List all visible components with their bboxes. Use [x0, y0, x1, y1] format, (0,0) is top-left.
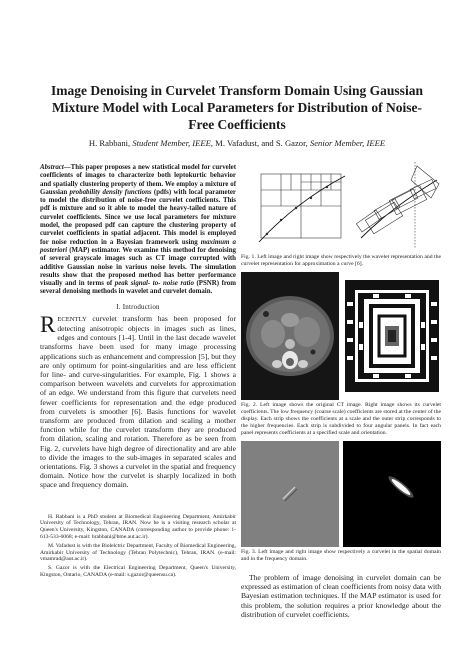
author-affiliation: Student Member, IEEE	[132, 138, 211, 148]
author-text: H. Rabbani,	[88, 138, 133, 148]
intro-text: curvelet transform has been proposed for detecting anisotropic objects in images such as lines, edges and contours [1-4]. Until in the last decade wavelet transforms have been used for many image processing applications such as enhancement and compression [5], but they are only optimum for point-singularities and are less efficient for line- and curve-singularities. For example, Fig. 1 shows a comparison between wavelets and curvelets for approximation of an edge. We understand from this figure that curvelets need fewer coefficients for representation and the edge produced from curvelets is smoother [6]. Basis functions for wavelet transform are produced from dilation and scaling a mother function while for the curvelet transform they are produced from dilation, scaling and rotation. Therefore as be seen from Fig. 2, curvelets have high degree of directionality and are able to divide the images to the sub-images in separated scales and orientations. Fig. 3 shows a curvelet in the spatial and frequency domain. Notice how the curvelet is sharply localized in both space and frequency domain.	[40, 313, 236, 490]
title-line: Mixture Model with Local Parameters for Distribution of Noise-	[52, 100, 422, 115]
figure-3	[241, 441, 441, 547]
right-paragraph: The problem of image denoising in curvelet domain can be expressed as estimation of clean coefficients from noisy data with Bayesian estimation techniques. If the MAP estimator is used for this problem, the solution requires a prior knowledge about the distribution of curvelet coefficients.	[241, 573, 441, 619]
footnotes	[40, 514, 236, 579]
intro-paragraph	[40, 311, 236, 490]
author-affiliation: Senior Member, IEEE	[309, 138, 386, 148]
author-text: , M. Vafadust, and S. Gazor,	[210, 138, 310, 148]
abstract-emphasis: peak signal- to- noise ratio	[114, 280, 194, 288]
author-line	[20, 138, 454, 148]
paper-title	[30, 82, 444, 133]
figure-1	[241, 158, 441, 252]
title-line: Image Denoising in Curvelet Transform Domain Using Gaussian	[51, 83, 423, 98]
section-heading: I. Introduction	[116, 302, 160, 311]
abstract	[40, 164, 236, 297]
abstract-text: (MAP) estimator. We examine this method for denoising of several grayscale images such as CT image corrupted with additive Gaussian noise in various noise levels. The simulation results show that the proposed method has better performance visually and in terms of	[40, 246, 236, 288]
left-column	[40, 164, 236, 581]
fig2-curvelet-coefficients	[343, 272, 441, 400]
fig2-caption: Fig. 2. Left image shows the original CT image. Right image shows its curvelet coefficients. The low frequency (coarse scale) coefficients are stored at the center of the display. Each strip shows the coefficients at a scale and the outer strip corresponds to the higher frequencies. Each strip is subdivided to four angular panels. In fact each panel represents coefficients at a specified scale and orientation.	[241, 402, 441, 436]
abstract-lead: Abstract	[40, 164, 64, 171]
abstract-emphasis: probability density functions	[69, 188, 152, 196]
drop-cap: R	[40, 311, 56, 337]
abstract-emphasis: maximum a posteriori	[40, 238, 236, 254]
title-line: Free Coefficients	[188, 117, 286, 132]
curvelet-representation	[356, 162, 439, 248]
fig1-wavelet-curvelet-diagram	[241, 158, 441, 252]
right-column	[241, 158, 441, 619]
intro-first-word: ECENTLY	[57, 315, 87, 323]
footnote: M. Vafadust is with the Biolelctric Department, Faculty of Biomedical Engineering, Amirkabir University of Technology (Tehran Polytechnic), Tehran, IRAN. (e-mail: vmamrad@aut.ac.ir).	[40, 542, 236, 563]
fig1-caption: Fig. 1. Left image and right image show respectively the wavelet representation and the curvelet representation for approximation a curve [6].	[241, 254, 441, 267]
fig2-ct-image	[241, 272, 339, 400]
fig3-curvelet-frequency	[343, 441, 441, 547]
figure-2	[241, 272, 441, 400]
abstract-text: (PSNR) from several denoising methods in wavelet and curvelet domain.	[40, 280, 236, 296]
wavelet-representation	[259, 174, 345, 242]
footnote: H. Rabbani is a PhD student at Biomedical Engineering Department, Amirkabir University of Technology, Tehran, IRAN. Now he is a visiting research scholar at Queen's University, Kingston, CANADA (corresponding author to provide phone: 1-613-533-6068; e-mail: hrabbani@bme.aut.ac.ir).	[40, 513, 236, 540]
footnote: S. Gazor is with the Electrical Engineering Department, Queen's University, Kingston, Ontario, CANADA (e-mail: s.gazor@queensu.ca).	[40, 565, 236, 578]
abstract-text: (pdfs) with local parameter to model the distribution of noise-free curvelet coefficients. This pdf is mixture and so it able to model the heavy-tailed nature of curvelet coefficients. Since we use local parameters for mixture model, the proposed pdf can capture the clustering property of curvelet coefficients in spatial adjacent. This model is employed for noise reduction in a Bayesian framework using	[40, 188, 236, 246]
fig3-curvelet-spatial	[241, 441, 339, 547]
fig3-caption: Fig. 3. Left image and right image show respectively a curvelet in the spatial domain and in the frequency domain.	[241, 549, 441, 562]
abstract-text: —This paper proposes a new statistical model for curvelet coefficients of images to characterize both leptokurtic behavior and spatially clustering property of them. We employ a mixture of Gaussian	[40, 164, 236, 196]
